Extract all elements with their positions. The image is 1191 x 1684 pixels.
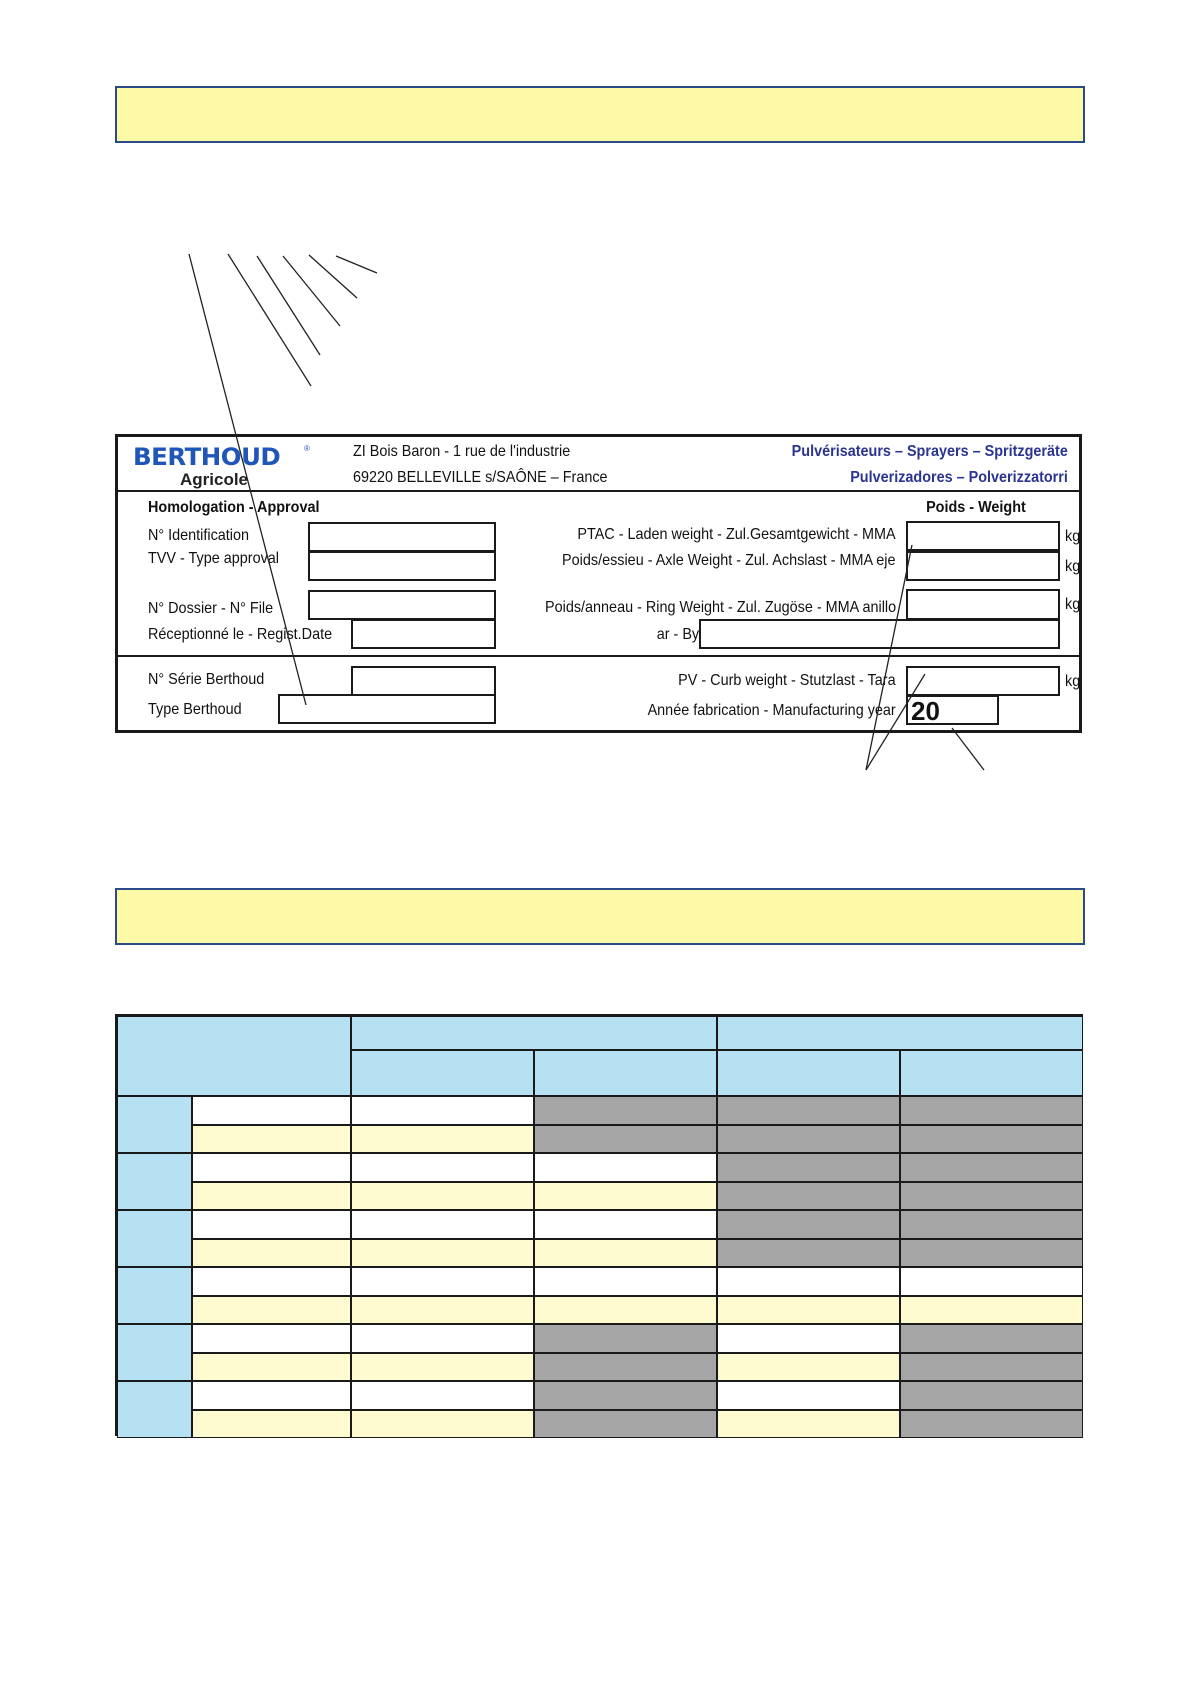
grid-cell — [192, 1410, 351, 1439]
grid-cell — [351, 1296, 534, 1325]
grid-cell — [900, 1096, 1083, 1125]
grid-cell — [717, 1296, 900, 1325]
grid-cell — [534, 1096, 717, 1125]
grid-cell — [534, 1125, 717, 1154]
grid-cell — [351, 1267, 534, 1296]
dossier-label: N° Dossier - N° File — [148, 600, 274, 617]
grid-cell — [900, 1296, 1083, 1325]
grid-cell — [900, 1210, 1083, 1239]
grid-cell — [351, 1153, 534, 1182]
grid-cell — [717, 1381, 900, 1410]
registered-mark: ® — [304, 444, 310, 453]
grid-cell — [717, 1182, 900, 1211]
header-cell — [717, 1016, 1083, 1050]
grid-cell — [534, 1353, 717, 1382]
kg-unit: kg — [1065, 673, 1081, 690]
grid-cell — [192, 1353, 351, 1382]
axle-weight-label: Poids/essieu - Axle Weight - Zul. Achslast - MMA eje — [562, 552, 896, 569]
grid-cell — [351, 1324, 534, 1353]
serial-number-label: N° Série Berthoud — [148, 671, 265, 688]
row-group-cell — [117, 1267, 192, 1324]
laden-weight-field[interactable] — [906, 521, 1060, 551]
grid-cell — [192, 1296, 351, 1325]
grid-cell — [534, 1381, 717, 1410]
grid-cell — [534, 1153, 717, 1182]
compatibility-grid — [115, 1014, 1083, 1436]
grid-cell — [192, 1153, 351, 1182]
grid-cell — [717, 1125, 900, 1154]
grid-cell — [717, 1239, 900, 1268]
grid-cell — [534, 1210, 717, 1239]
grid-cell — [534, 1182, 717, 1211]
approved-by-label: ar - By — [656, 626, 699, 643]
type-approval-field[interactable] — [308, 551, 496, 581]
grid-cell — [717, 1210, 900, 1239]
grid-cell — [900, 1182, 1083, 1211]
approval-heading: Homologation - Approval — [148, 499, 320, 516]
row-group-cell — [117, 1096, 192, 1153]
grid-cell — [534, 1267, 717, 1296]
grid-cell — [351, 1125, 534, 1154]
type-approval-label: TVV - Type approval — [148, 550, 280, 567]
grid-cell — [192, 1239, 351, 1268]
grid-cell — [717, 1267, 900, 1296]
weight-heading: Poids - Weight — [926, 499, 1026, 516]
laden-weight-label: PTAC - Laden weight - Zul.Gesamtgewicht - MMA — [577, 526, 896, 543]
grid-cell — [351, 1410, 534, 1439]
callout-line — [228, 254, 311, 386]
grid-cell — [717, 1324, 900, 1353]
year-prefix: 20 — [911, 696, 940, 726]
berthoud-type-label: Type Berthoud — [148, 701, 242, 718]
grid-cell — [192, 1125, 351, 1154]
grid-cell — [900, 1410, 1083, 1439]
grid-cell — [900, 1239, 1083, 1268]
received-date-label: Réceptionné le - Regist.Date — [148, 626, 333, 643]
callout-line — [952, 728, 984, 770]
brand-logo: BERTHOUD — [133, 443, 281, 471]
callout-line — [309, 255, 357, 298]
berthoud-type-field[interactable] — [278, 694, 496, 724]
row-group-cell — [117, 1153, 192, 1210]
row-group-cell — [117, 1210, 192, 1267]
received-date-field[interactable] — [351, 619, 496, 649]
grid-cell — [900, 1324, 1083, 1353]
grid-cell — [192, 1096, 351, 1125]
curb-weight-label: PV - Curb weight - Stutzlast - Tara — [678, 672, 896, 689]
axle-weight-field[interactable] — [906, 551, 1060, 581]
products-line2: Pulverizadores – Polverizzatorri — [850, 469, 1068, 486]
grid-cell — [900, 1381, 1083, 1410]
ring-weight-field[interactable] — [906, 589, 1060, 620]
header-cell — [534, 1050, 717, 1096]
grid-cell — [900, 1353, 1083, 1382]
grid-cell — [717, 1153, 900, 1182]
grid-cell — [351, 1239, 534, 1268]
callout-line — [336, 256, 377, 273]
grid-cell — [900, 1153, 1083, 1182]
callout-line — [283, 256, 340, 326]
grid-cell — [717, 1096, 900, 1125]
grid-cell — [351, 1381, 534, 1410]
kg-unit: kg — [1065, 558, 1081, 575]
grid-cell — [192, 1267, 351, 1296]
row-group-cell — [117, 1381, 192, 1438]
grid-cell — [534, 1296, 717, 1325]
plate-divider — [118, 490, 1079, 492]
grid-cell — [192, 1182, 351, 1211]
grid-cell — [351, 1353, 534, 1382]
serial-number-field[interactable] — [351, 666, 496, 696]
identification-field[interactable] — [308, 522, 496, 552]
header-cell — [351, 1016, 717, 1050]
grid-cell — [534, 1324, 717, 1353]
approved-by-field[interactable] — [699, 619, 1060, 649]
grid-cell — [534, 1239, 717, 1268]
manufacturing-year-label: Année fabrication - Manufacturing year — [647, 702, 896, 719]
grid-cell — [717, 1410, 900, 1439]
header-cell — [117, 1016, 351, 1096]
grid-cell — [192, 1324, 351, 1353]
header-cell — [351, 1050, 534, 1096]
grid-cell — [192, 1210, 351, 1239]
grid-cell — [192, 1381, 351, 1410]
identification-plate — [115, 434, 1082, 733]
top-banner — [115, 86, 1085, 143]
address-line1: ZI Bois Baron - 1 rue de l'industrie — [353, 443, 571, 460]
kg-unit: kg — [1065, 596, 1081, 613]
dossier-field[interactable] — [308, 590, 496, 620]
grid-cell — [717, 1353, 900, 1382]
grid-cell — [900, 1267, 1083, 1296]
ring-weight-label: Poids/anneau - Ring Weight - Zul. Zugöse - MMA anillo — [544, 599, 896, 616]
address-line2: 69220 BELLEVILLE s/SAÔNE – France — [353, 469, 608, 486]
plate-divider — [118, 655, 1079, 657]
section-banner — [115, 888, 1085, 945]
header-cell — [900, 1050, 1083, 1096]
grid-cell — [900, 1125, 1083, 1154]
kg-unit: kg — [1065, 528, 1081, 545]
identification-label: N° Identification — [148, 527, 250, 544]
grid-cell — [351, 1182, 534, 1211]
callout-line — [257, 256, 320, 355]
grid-cell — [534, 1410, 717, 1439]
header-cell — [717, 1050, 900, 1096]
row-group-cell — [117, 1324, 192, 1381]
products-line1: Pulvérisateurs – Sprayers – Spritzgeräte — [791, 443, 1068, 460]
brand-division: Agricole — [180, 470, 249, 489]
curb-weight-field[interactable] — [906, 666, 1060, 696]
grid-cell — [351, 1210, 534, 1239]
grid-cell — [351, 1096, 534, 1125]
